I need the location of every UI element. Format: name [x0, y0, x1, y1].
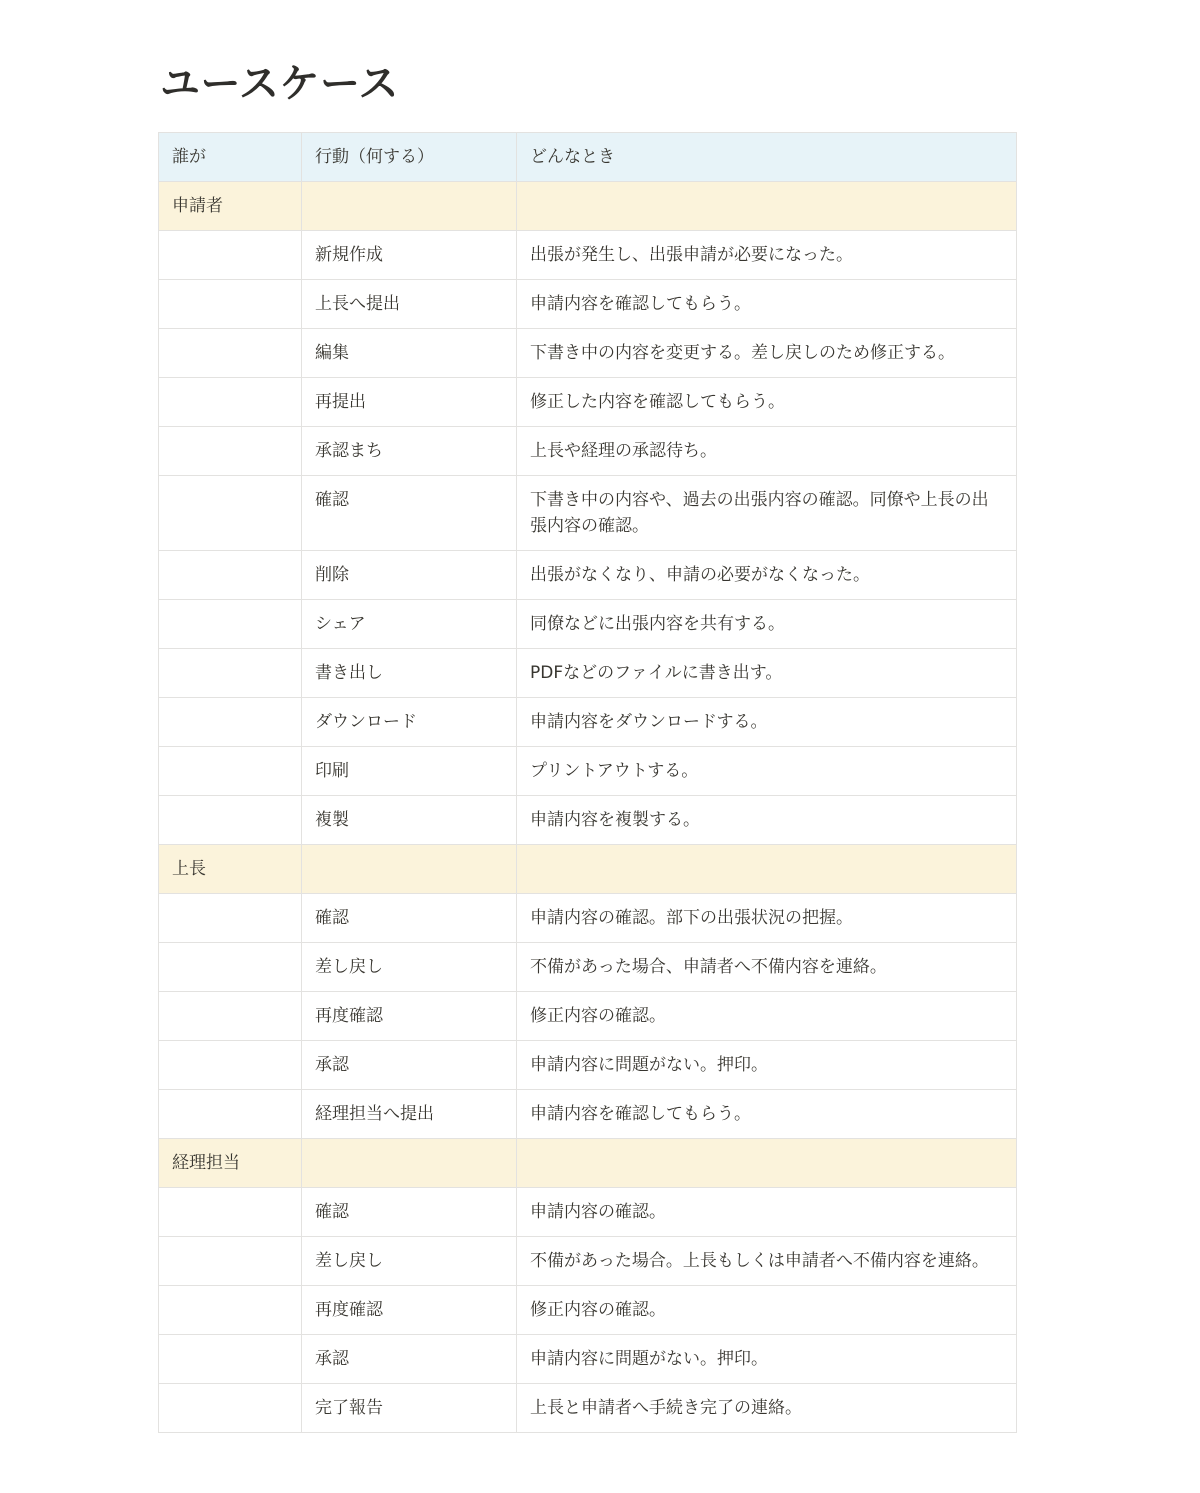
cell-action: 承認 — [302, 1335, 517, 1384]
table-row — [159, 992, 1017, 1041]
cell-action: 確認 — [302, 476, 517, 551]
cell-who — [159, 992, 302, 1041]
cell-when: 出張がなくなり、申請の必要がなくなった。 — [517, 551, 1017, 600]
cell-when: 下書き中の内容を変更する。差し戻しのため修正する。 — [517, 329, 1017, 378]
cell-action: 確認 — [302, 1188, 517, 1237]
cell-when: 申請内容を確認してもらう。 — [517, 1090, 1017, 1139]
cell-when: 申請内容の確認。 — [517, 1188, 1017, 1237]
cell-who — [159, 943, 302, 992]
table-row — [159, 378, 1017, 427]
cell-action: 印刷 — [302, 747, 517, 796]
cell-action: 差し戻し — [302, 943, 517, 992]
cell-when — [517, 182, 1017, 231]
cell-when — [517, 845, 1017, 894]
table-row — [159, 796, 1017, 845]
cell-who — [159, 698, 302, 747]
cell-when: 不備があった場合。上長もしくは申請者へ不備内容を連絡。 — [517, 1237, 1017, 1286]
cell-who — [159, 1384, 302, 1433]
cell-when: 修正内容の確認。 — [517, 992, 1017, 1041]
cell-when: 下書き中の内容や、過去の出張内容の確認。同僚や上長の出張内容の確認。 — [517, 476, 1017, 551]
column-header-when: どんなとき — [517, 133, 1017, 182]
table-row — [159, 551, 1017, 600]
cell-when — [517, 1139, 1017, 1188]
cell-who — [159, 894, 302, 943]
cell-action: 経理担当へ提出 — [302, 1090, 517, 1139]
cell-who — [159, 1041, 302, 1090]
cell-when: 上長や経理の承認待ち。 — [517, 427, 1017, 476]
cell-who — [159, 600, 302, 649]
table-header-row — [159, 133, 1017, 182]
cell-action: 差し戻し — [302, 1237, 517, 1286]
cell-when: PDFなどのファイルに書き出す。 — [517, 649, 1017, 698]
cell-who — [159, 427, 302, 476]
cell-who — [159, 649, 302, 698]
table-row — [159, 894, 1017, 943]
cell-action: 承認 — [302, 1041, 517, 1090]
table-row — [159, 747, 1017, 796]
cell-action: 複製 — [302, 796, 517, 845]
table-row — [159, 476, 1017, 551]
cell-who: 経理担当 — [159, 1139, 302, 1188]
table-row — [159, 1090, 1017, 1139]
table-row — [159, 1041, 1017, 1090]
cell-when: 申請内容を複製する。 — [517, 796, 1017, 845]
cell-who — [159, 796, 302, 845]
cell-action: ダウンロード — [302, 698, 517, 747]
usecase-table — [158, 132, 1017, 1433]
table-row — [159, 600, 1017, 649]
cell-who: 申請者 — [159, 182, 302, 231]
cell-who — [159, 1188, 302, 1237]
table-group-row — [159, 1139, 1017, 1188]
table-row — [159, 280, 1017, 329]
table-row — [159, 1237, 1017, 1286]
cell-action: シェア — [302, 600, 517, 649]
cell-who — [159, 1090, 302, 1139]
table-body — [159, 182, 1017, 1433]
cell-action: 上長へ提出 — [302, 280, 517, 329]
cell-action — [302, 845, 517, 894]
cell-when: 出張が発生し、出張申請が必要になった。 — [517, 231, 1017, 280]
cell-when: 申請内容をダウンロードする。 — [517, 698, 1017, 747]
cell-action — [302, 1139, 517, 1188]
cell-who: 上長 — [159, 845, 302, 894]
cell-action: 書き出し — [302, 649, 517, 698]
cell-who — [159, 1286, 302, 1335]
cell-who — [159, 1237, 302, 1286]
table-group-row — [159, 845, 1017, 894]
cell-when: 申請内容に問題がない。押印。 — [517, 1335, 1017, 1384]
cell-when: 同僚などに出張内容を共有する。 — [517, 600, 1017, 649]
column-header-action: 行動（何する） — [302, 133, 517, 182]
cell-action: 再提出 — [302, 378, 517, 427]
cell-when: 申請内容の確認。部下の出張状況の把握。 — [517, 894, 1017, 943]
cell-action: 再度確認 — [302, 1286, 517, 1335]
table-group-row — [159, 182, 1017, 231]
cell-who — [159, 378, 302, 427]
page-title: ユースケース — [160, 61, 399, 107]
cell-action: 削除 — [302, 551, 517, 600]
cell-who — [159, 329, 302, 378]
cell-when: 上長と申請者へ手続き完了の連絡。 — [517, 1384, 1017, 1433]
cell-when: 修正した内容を確認してもらう。 — [517, 378, 1017, 427]
table-row — [159, 1335, 1017, 1384]
cell-who — [159, 747, 302, 796]
table-row — [159, 1188, 1017, 1237]
table-row — [159, 427, 1017, 476]
cell-who — [159, 280, 302, 329]
cell-when: 申請内容を確認してもらう。 — [517, 280, 1017, 329]
table-row — [159, 1286, 1017, 1335]
table-row — [159, 231, 1017, 280]
cell-action — [302, 182, 517, 231]
cell-when: 不備があった場合、申請者へ不備内容を連絡。 — [517, 943, 1017, 992]
table-row — [159, 329, 1017, 378]
cell-action: 編集 — [302, 329, 517, 378]
table-row — [159, 649, 1017, 698]
cell-who — [159, 231, 302, 280]
cell-when: 申請内容に問題がない。押印。 — [517, 1041, 1017, 1090]
cell-who — [159, 1335, 302, 1384]
cell-when: 修正内容の確認。 — [517, 1286, 1017, 1335]
table-row — [159, 1384, 1017, 1433]
cell-action: 再度確認 — [302, 992, 517, 1041]
column-header-who: 誰が — [159, 133, 302, 182]
cell-action: 完了報告 — [302, 1384, 517, 1433]
cell-action: 新規作成 — [302, 231, 517, 280]
table-row — [159, 698, 1017, 747]
cell-who — [159, 476, 302, 551]
cell-who — [159, 551, 302, 600]
table-row — [159, 943, 1017, 992]
cell-action: 承認まち — [302, 427, 517, 476]
cell-when: プリントアウトする。 — [517, 747, 1017, 796]
cell-action: 確認 — [302, 894, 517, 943]
